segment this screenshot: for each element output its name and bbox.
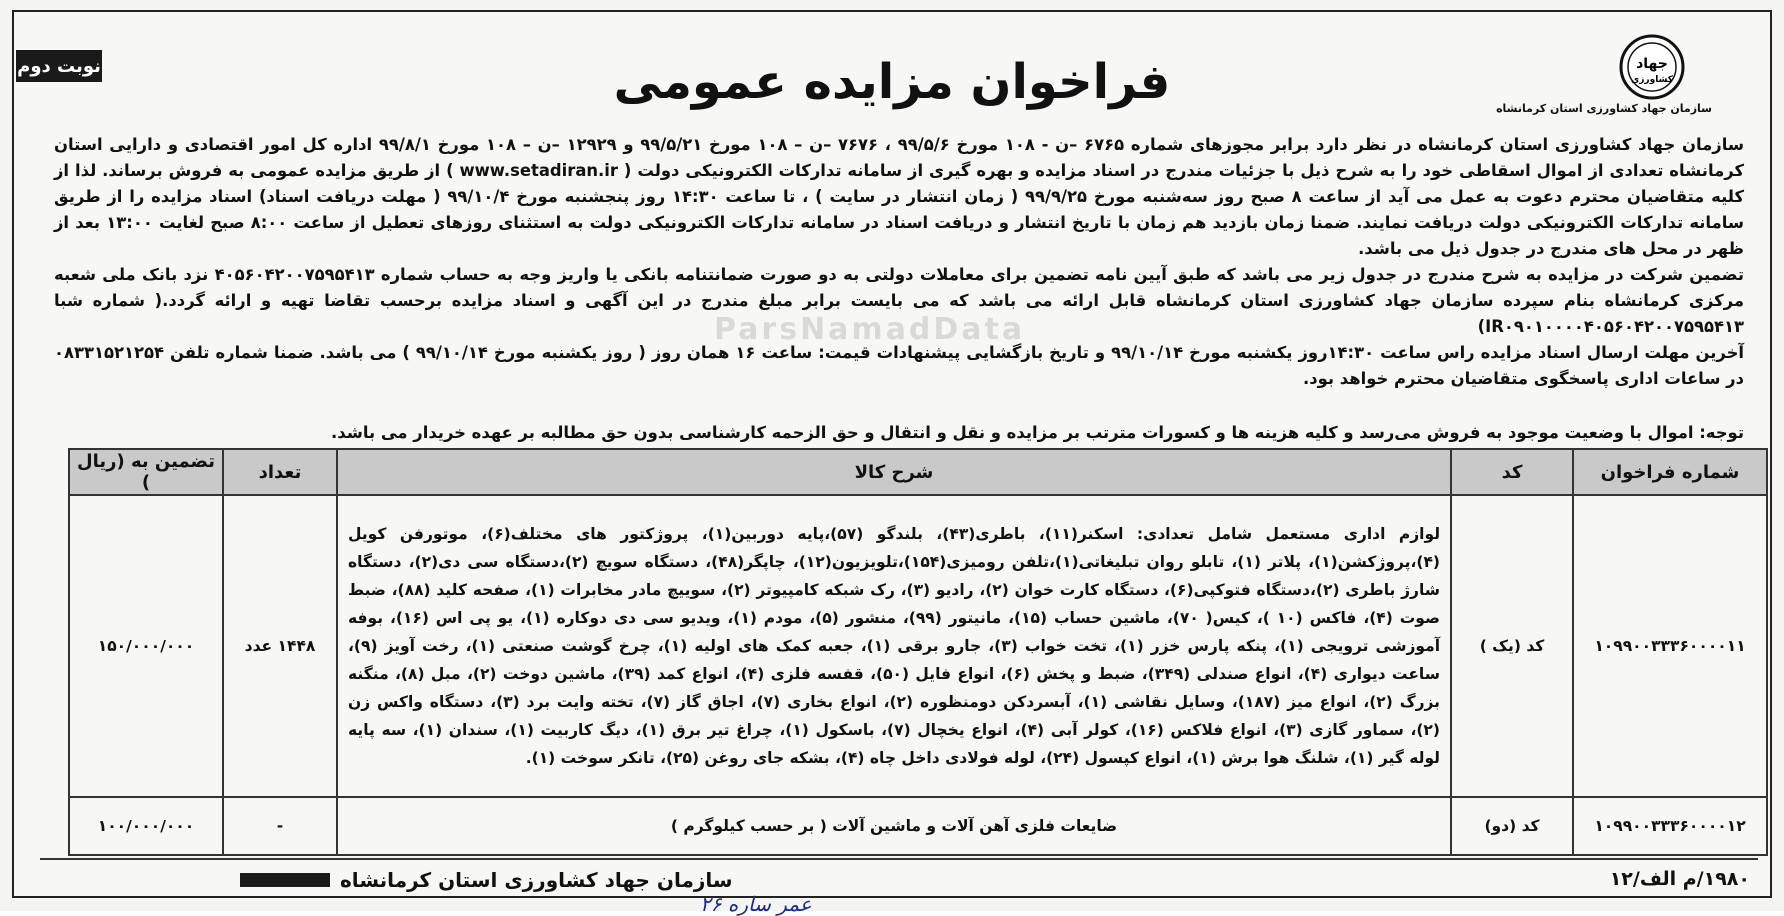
svg-text:کشاورزی: کشاورزی <box>1631 75 1673 85</box>
table-header-row <box>69 449 1767 495</box>
header-guarantee: تضمین به (ریال ) <box>69 449 223 495</box>
body-paragraph: تضمین شرکت در مزایده به شرح مندرج در جدول زیر می باشد که طبق آیین نامه تضمین برای معاملات دولتی به دو صورت ضمانتنامه بانکی یا واریز وجه به حساب شماره ۴۰۵۶۰۴۲۰۰۷۵۹۵۴۱۳ نزد بانک ملی شعبه مرکزی کرمانشاه بنام سپرده سازمان جهاد کشاورزی استان کرمانشاه قابل ارائه می باشد که می بایست برابر مبلغ مندرج در این آگهی و اسناد مزایده برحسب تقاضا تهیه و ارائه گردد.( شماره شبا IR۰۹۰۱۰۰۰۰۴۰۵۶۰۴۲۰۰۷۵۹۵۴۱۳) <box>54 265 1744 336</box>
cell-guarantee: ۱۵۰/۰۰۰/۰۰۰ <box>69 495 223 797</box>
cell-guarantee: ۱۰۰/۰۰۰/۰۰۰ <box>69 797 223 855</box>
cell-call-number: ۱۰۹۹۰۰۳۳۳۶۰۰۰۰۱۱ <box>1573 495 1767 797</box>
cell-code: کد (یک ) <box>1451 495 1573 797</box>
header-code: کد <box>1451 449 1573 495</box>
ad-frame <box>12 10 1772 898</box>
ad-title: فراخوان مزایده عمومی <box>613 54 1171 110</box>
handwritten-note: عمر ساره ۲۶ <box>700 892 812 916</box>
body-paragraph: آخرین مهلت ارسال اسناد مزایده راس ساعت ۱۴:۳۰روز یکشنبه مورخ ۹۹/۱۰/۱۴ و تاریخ بازگشایی پیشنهادات قیمت: ساعت ۱۶ همان روز ( روز یکشنبه مورخ ۹۹/۱۰/۱۴ ) می باشد. ضمنا شماره تلفن ۰۸۳۳۱۵۲۱۲۵۴ در ساعات اداری پاسخگوی متقاضیان محترم خواهد بود. <box>54 343 1745 388</box>
table-row <box>69 495 1767 797</box>
second-round-badge: نوبت دوم <box>16 50 102 82</box>
table-row <box>69 797 1767 855</box>
footer-org-name: سازمان جهاد کشاورزی استان کرمانشاه <box>340 868 733 892</box>
cell-call-number: ۱۰۹۹۰۰۳۳۳۶۰۰۰۰۱۲ <box>1573 797 1767 855</box>
watermark: ParsNamadData <box>714 312 1026 347</box>
org-logo-caption: سازمان جهاد کشاورزی استان کرمانشاه <box>1496 102 1712 115</box>
ad-body <box>54 132 1744 392</box>
ad-reference-code: ۱۹۸۰/م الف/۱۲ <box>1609 868 1750 890</box>
footer-bar-icon <box>240 873 330 887</box>
ad-footer <box>40 858 1758 892</box>
svg-text:جهاد: جهاد <box>1636 56 1668 72</box>
cell-description: لوازم اداری مستعمل شامل تعدادی: اسکنر(۱۱)، باطری(۴۳)، بلندگو (۵۷)،پایه دوربین(۱)، پروژکتور های مختلف(۶)، موتورفن کویل (۴)،پروژکشن(۱)، پلاتر (۱)، تابلو روان تبلیغاتی(۱)،تلفن رومیزی(۱۵۴)،تلویزیون(۱۲)، چاپگر(۴۸)، دستگاه سویچ (۲)،دستگاه سی دی(۲)، دستگاه شارژ باطری (۲)،دستگاه فتوکپی(۶)، دستگاه کارت خوان (۲)، رادیو (۳)، رک شبکه کامپیوتر (۲)، سوییچ مادر مخابرات (۱)، صفحه کلید (۸۸)، ضبط صوت (۴)، فاکس (۱۰ )، کیس( ۷۰)، ماشین حساب (۱۵)، مانیتور (۹۹)، منشور (۵)، مودم (۱)، ویدیو سی دی دوکاره (۱)، یو پی اس (۱۶)، بوفه آموزشی ترویجی (۱)، پنکه پارس خزر (۱)، تخت خواب (۳)، جارو برقی (۱)، جعبه کمک های اولیه (۱)، چرخ گوشت صنعتی (۱)، رخت آویز (۹)، ساعت دیواری (۴)، انواع صندلی (۳۴۹)، ضبط و پخش (۶)، انواع فایل (۵۰)، قفسه فلزی (۴)، انواع کمد (۳۹)، ماشین دوخت (۲)، مبل (۸)، منگنه بزرگ (۲)، انواع میز (۱۸۷)، وسایل نقاشی (۱)، آبسردکن دومنظوره (۲)، انواع بخاری (۷)، اجاق گاز (۷)، تخته وایت برد (۳)، دستگاه واکس زن (۲)، سماور گازی (۳)، انواع فلاکس (۱۶)، کولر آبی (۴)، انواع یخچال (۷)، باسکول (۱)، چراغ تیر برق (۱)، دیگ کاربیت (۱)، سندان (۱)، سه پایه لوله گیر (۱)، شلنگ هوا برش (۱)، انواع کپسول (۲۴)، لوله فولادی داخل چاه (۴)، بشکه جای روغن (۲۵)، تانکر سوخت (۱). <box>337 495 1451 797</box>
body-paragraph: سازمان جهاد کشاورزی استان کرمانشاه در نظر دارد برابر مجوزهای شماره ۶۷۶۵ –ن - ۱۰۸ مورخ ۹۹/۵/۶ ، ۷۶۷۶ –ن – ۱۰۸ مورخ ۹۹/۵/۲۱ و ۱۲۹۲۹ –ن – ۱۰۸ مورخ ۹۹/۸/۱ اداره کل امور اقتصادی و دارایی استان کرمانشاه تعدادی از اموال اسقاطی خود را به شرح ذیل با جزئیات مندرج در اسناد مزایده و بهره گیری از سامانه تدارکات الکترونیکی دولت ( www.setadiran.ir ) از طریق مزایده عمومی به فروش برساند. لذا از کلیه متقاضیان محترم دعوت به عمل می آید از ساعت ۸ صبح روز سه‌شنبه مورخ ۹۹/۹/۲۵ ( زمان انتشار در سایت ) ، تا ساعت ۱۴:۳۰ روز پنجشنبه مورخ ۹۹/۱۰/۴ ( مهلت دریافت اسناد) اسناد مزایده را از طریق سامانه تدارکات الکترونیکی دولت دریافت نمایند. ضمنا زمان بازدید هم زمان با تاریخ انتشار و دریافت اسناد در سامانه تدارکات الکترونیکی دولت به استثنای روزهای تعطیل از ساعت ۸:۰۰ صبح لغایت ۱۳:۰۰ بعد از ظهر در محل های مندرج در جدول ذیل می باشد. <box>54 135 1745 258</box>
header-count: تعداد <box>223 449 337 495</box>
cell-count: ۱۴۴۸ عدد <box>223 495 337 797</box>
cell-description: ضایعات فلزی آهن آلات و ماشین آلات ( بر حسب کیلوگرم ) <box>337 797 1451 855</box>
footer-org <box>240 868 733 892</box>
cell-count: - <box>223 797 337 855</box>
ad-note: توجه: اموال با وضعیت موجود به فروش می‌رسد و کلیه هزینه ها و کسورات مترتب بر مزایده و نقل و انتقال و حق الزحمه کارشناسی بدون حق مطالبه بر عهده خریدار می باشد. <box>331 423 1744 442</box>
cell-code: کد (دو) <box>1451 797 1573 855</box>
header-description: شرح کالا <box>337 449 1451 495</box>
auction-items-table <box>68 448 1768 856</box>
header-call-number: شماره فراخوان <box>1573 449 1767 495</box>
